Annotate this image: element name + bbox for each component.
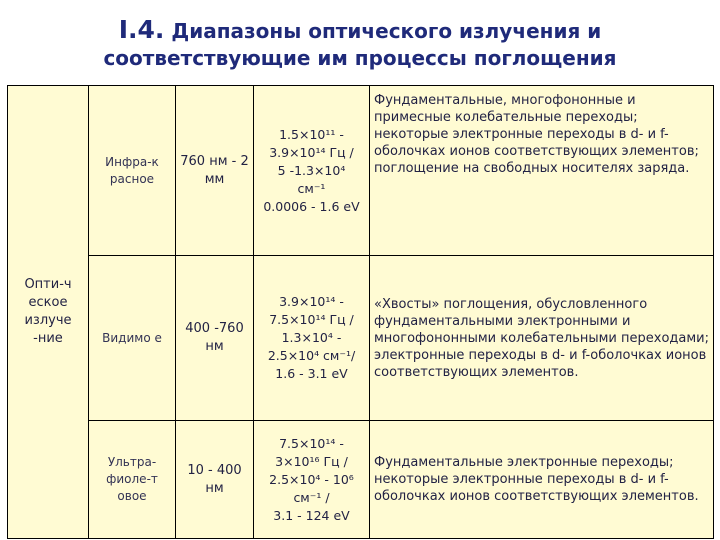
frequency-line: 7.5×10¹⁴ Гц / (269, 312, 354, 327)
processes-cell: «Хвосты» поглощения, обусловленного фундаментальными электронными и многофононными колебательными переходами; электронные переходы в d- и f-оболочках ионов соответствующих элементов. (370, 256, 714, 421)
frequency-line: 1.6 - 3.1 eV (275, 366, 348, 381)
page-title (0, 16, 720, 72)
frequency-line: 3.9×10¹⁴ Гц / (269, 144, 354, 160)
frequency-cell (254, 421, 370, 539)
frequency-line: см⁻¹ / (293, 489, 330, 505)
wavelength-cell: 760 нм - 2 мм (176, 86, 254, 256)
wavelength-cell: 400 -760 нм (176, 256, 254, 421)
processes-cell: Фундаментальные, многофононные и примесные колебательные переходы; некоторые электронные переходы в d- и f-оболочках ионов соответствующих элементов; поглощение на свободных носителях заряда. (370, 86, 714, 256)
frequency-cell (254, 256, 370, 421)
frequency-cell (254, 86, 370, 256)
table-row-ultraviolet (8, 421, 714, 539)
group-label-cell: Опти-ч еское излуче -ние (8, 86, 89, 539)
section-number: I.4. (118, 15, 165, 44)
frequency-line: см⁻¹ (297, 180, 326, 196)
title-line-2: соответствующие им процессы поглощения (103, 46, 617, 70)
frequency-line: 3×10¹⁶ Гц / (275, 453, 348, 469)
frequency-line: 1.3×10⁴ - (281, 330, 342, 345)
table-row-visible (8, 256, 714, 421)
frequency-line: 3.9×10¹⁴ - (279, 294, 344, 309)
wavelength-cell: 10 - 400 нм (176, 421, 254, 539)
range-name-cell: Инфра-к расное (89, 86, 176, 256)
optical-ranges-table (7, 85, 714, 539)
frequency-line: 2.5×10⁴ см⁻¹/ (267, 348, 356, 363)
frequency-line: 2.5×10⁴ - 10⁶ (269, 471, 354, 487)
title-text-1: Диапазоны оптического излучения и (171, 19, 602, 43)
frequency-line: 5 -1.3×10⁴ (277, 162, 346, 178)
range-name-cell: Видимо е (89, 256, 176, 421)
frequency-line: 7.5×10¹⁴ - (279, 435, 344, 451)
frequency-line: 3.1 - 124 eV (273, 507, 350, 523)
range-name-cell: Ультра-фиоле-т овое (89, 421, 176, 539)
processes-cell: Фундаментальные электронные переходы; некоторые электронные переходы в d- и f-оболочках ионов соответствующих элементов. (370, 421, 714, 539)
frequency-line: 1.5×10¹¹ - (279, 126, 344, 142)
table-row-infrared (8, 86, 714, 256)
frequency-line: 0.0006 - 1.6 eV (263, 198, 360, 214)
title-line-1 (0, 16, 720, 45)
